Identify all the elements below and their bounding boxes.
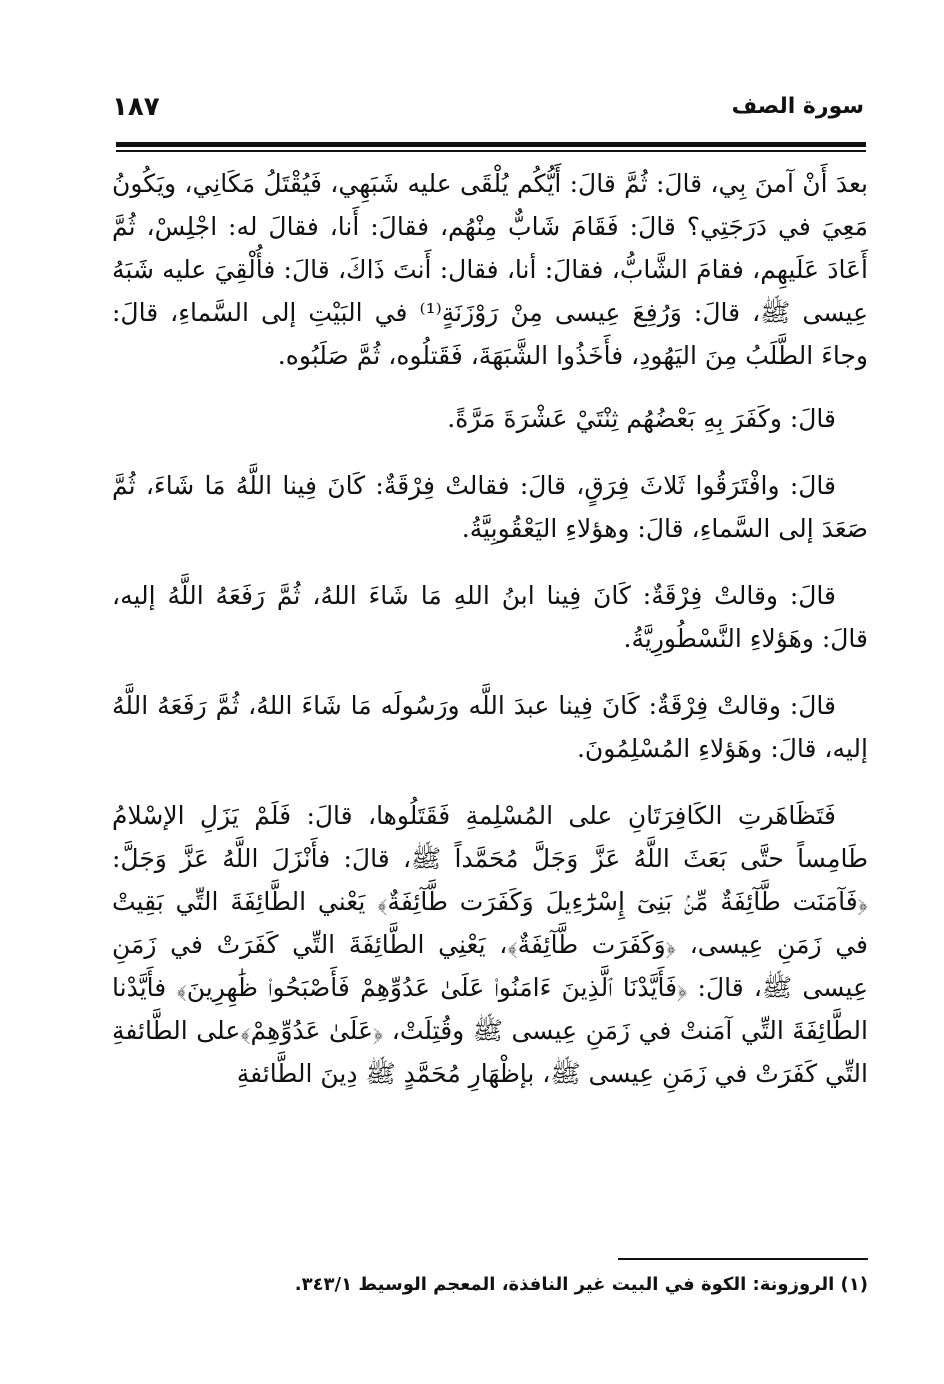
paragraph-6: فَتَظَاهَرتِ الكَافِرَتَانِ على المُسْلِمةِ فَقَتَلُوها، قالَ: فَلَمْ يَزَلِ الإسْلامُ طَامِساً حتَّى بَعَثَ اللَّهُ عَزَّ وَجَلَّ مُحَمَّداً ﷺ، قالَ: فأَنْزَلَ اللَّهُ عَزَّ وَجَلَّ: ﴿فَآمَنَت طَّآئِفَةٌ مِّنۢ بَنِىٓ إِسْرَٰٓءِيلَ وَكَفَرَت طَّآئِفَةٌ﴾ يَعْني الطَّائِفَةَ التِّي بَقِيتْ في زَمَنِ عِيسى، ﴿وَكَفَرَت طَّآئِفَةٌ﴾، يَعْنِي الطَّائِفَةَ التِّي كَفَرَتْ في زَمَنِ عِيسى ﷺ، قالَ: ﴿فَأَيَّدْنَا ٱلَّذِينَ ءَامَنُوا۟ عَلَىٰ عَدُوِّهِمْ فَأَصْبَحُوا۟ ظَٰهِرِينَ﴾ فأَيَّدْنا الطَّائِفَةَ التِّي آمَنتْ في زَمَنِ عِيسى ﷺ وقُتِلَتْ، ﴿عَلَىٰ عَدُوِّهِمْ﴾على الطَّائفةِ التِّي كَفَرَتْ في زَمَنِ عِيسى ﷺ، بإظْهَارِ مُحَمَّدٍ ﷺ دِينَ الطَّائفةِ — [112, 801, 868, 1088]
surah-name: سورة الصف — [731, 94, 864, 119]
paragraph-3: قالَ: وافْتَرَقُوا ثَلاثَ فِرَقٍ، قالَ: فقالتْ فِرْقَةٌ: كَانَ فِينا اللَّهُ مَا شَاءَ، ثُمَّ صَعَدَ إلى السَّماءِ، قالَ: وهؤلاءِ اليَعْقُوبِيَّةُ. — [112, 471, 868, 543]
footnote-rule — [618, 1258, 868, 1260]
main-text — [112, 162, 868, 1119]
paragraph-1: بعدَ أَنْ آمنَ بِي، قالَ: ثُمَّ قالَ: أَيُّكُم يُلْقَى عليه شَبَهِي، فَيُقْتَلُ مَكَانِي، ويَكُونُ مَعِيَ في دَرَجَتِي؟ قالَ: فَقَامَ شَابٌّ مِنْهُم، فقالَ: أَنا، فقالَ له: اجْلِسْ، ثُمَّ أَعَادَ عَلَيهِم، فقامَ الشَّابُّ، فقالَ: أنا، فقال: أَنتَ ذَاكَ، قالَ: فأُلْقِيَ عليه شَبَهُ عِيسى ﷺ، قالَ: وَرُفِعَ عِيسى مِنْ رَوْزَنَةٍ⁽¹⁾ في البَيْتِ إلى السَّماءِ، قالَ: وجاءَ الطَّلَبُ مِنَ اليَهُودِ، فأَخَذُوا الشَّبَهَةَ، فَقَتلُوه، ثُمَّ صَلَبُوه. — [112, 169, 868, 370]
paragraph-5: قالَ: وقالتْ فِرْقَةٌ: كَانَ فِينا عبدَ اللَّه ورَسُولَه مَا شَاءَ اللهُ، ثُمَّ رَفَعَهُ اللَّهُ إليه، قالَ: وهَؤلاءِ المُسْلِمُونَ. — [112, 691, 868, 763]
header-rule-thick — [116, 142, 866, 147]
page-header — [112, 92, 864, 132]
paragraph-4: قالَ: وقالتْ فِرْقَةٌ: كَانَ فِينا ابنُ اللهِ مَا شَاءَ اللهُ، ثُمَّ رَفَعَهُ اللَّهُ إليه، قالَ: وهَؤلاءِ النَّسْطُورِيَّةُ. — [112, 581, 868, 653]
footnote: (١) الروزونة: الكوة في البيت غير النافذة، المعجم الوسيط ٣٤٣/١. — [294, 1274, 868, 1295]
header-rule-thin — [116, 150, 866, 152]
page-number: ١٨٧ — [112, 92, 160, 122]
paragraph-2: قالَ: وكَفَرَ بِهِ بَعْضُهُم ثِنْتَيْ عَشْرَةَ مَرَّةً. — [447, 404, 836, 433]
